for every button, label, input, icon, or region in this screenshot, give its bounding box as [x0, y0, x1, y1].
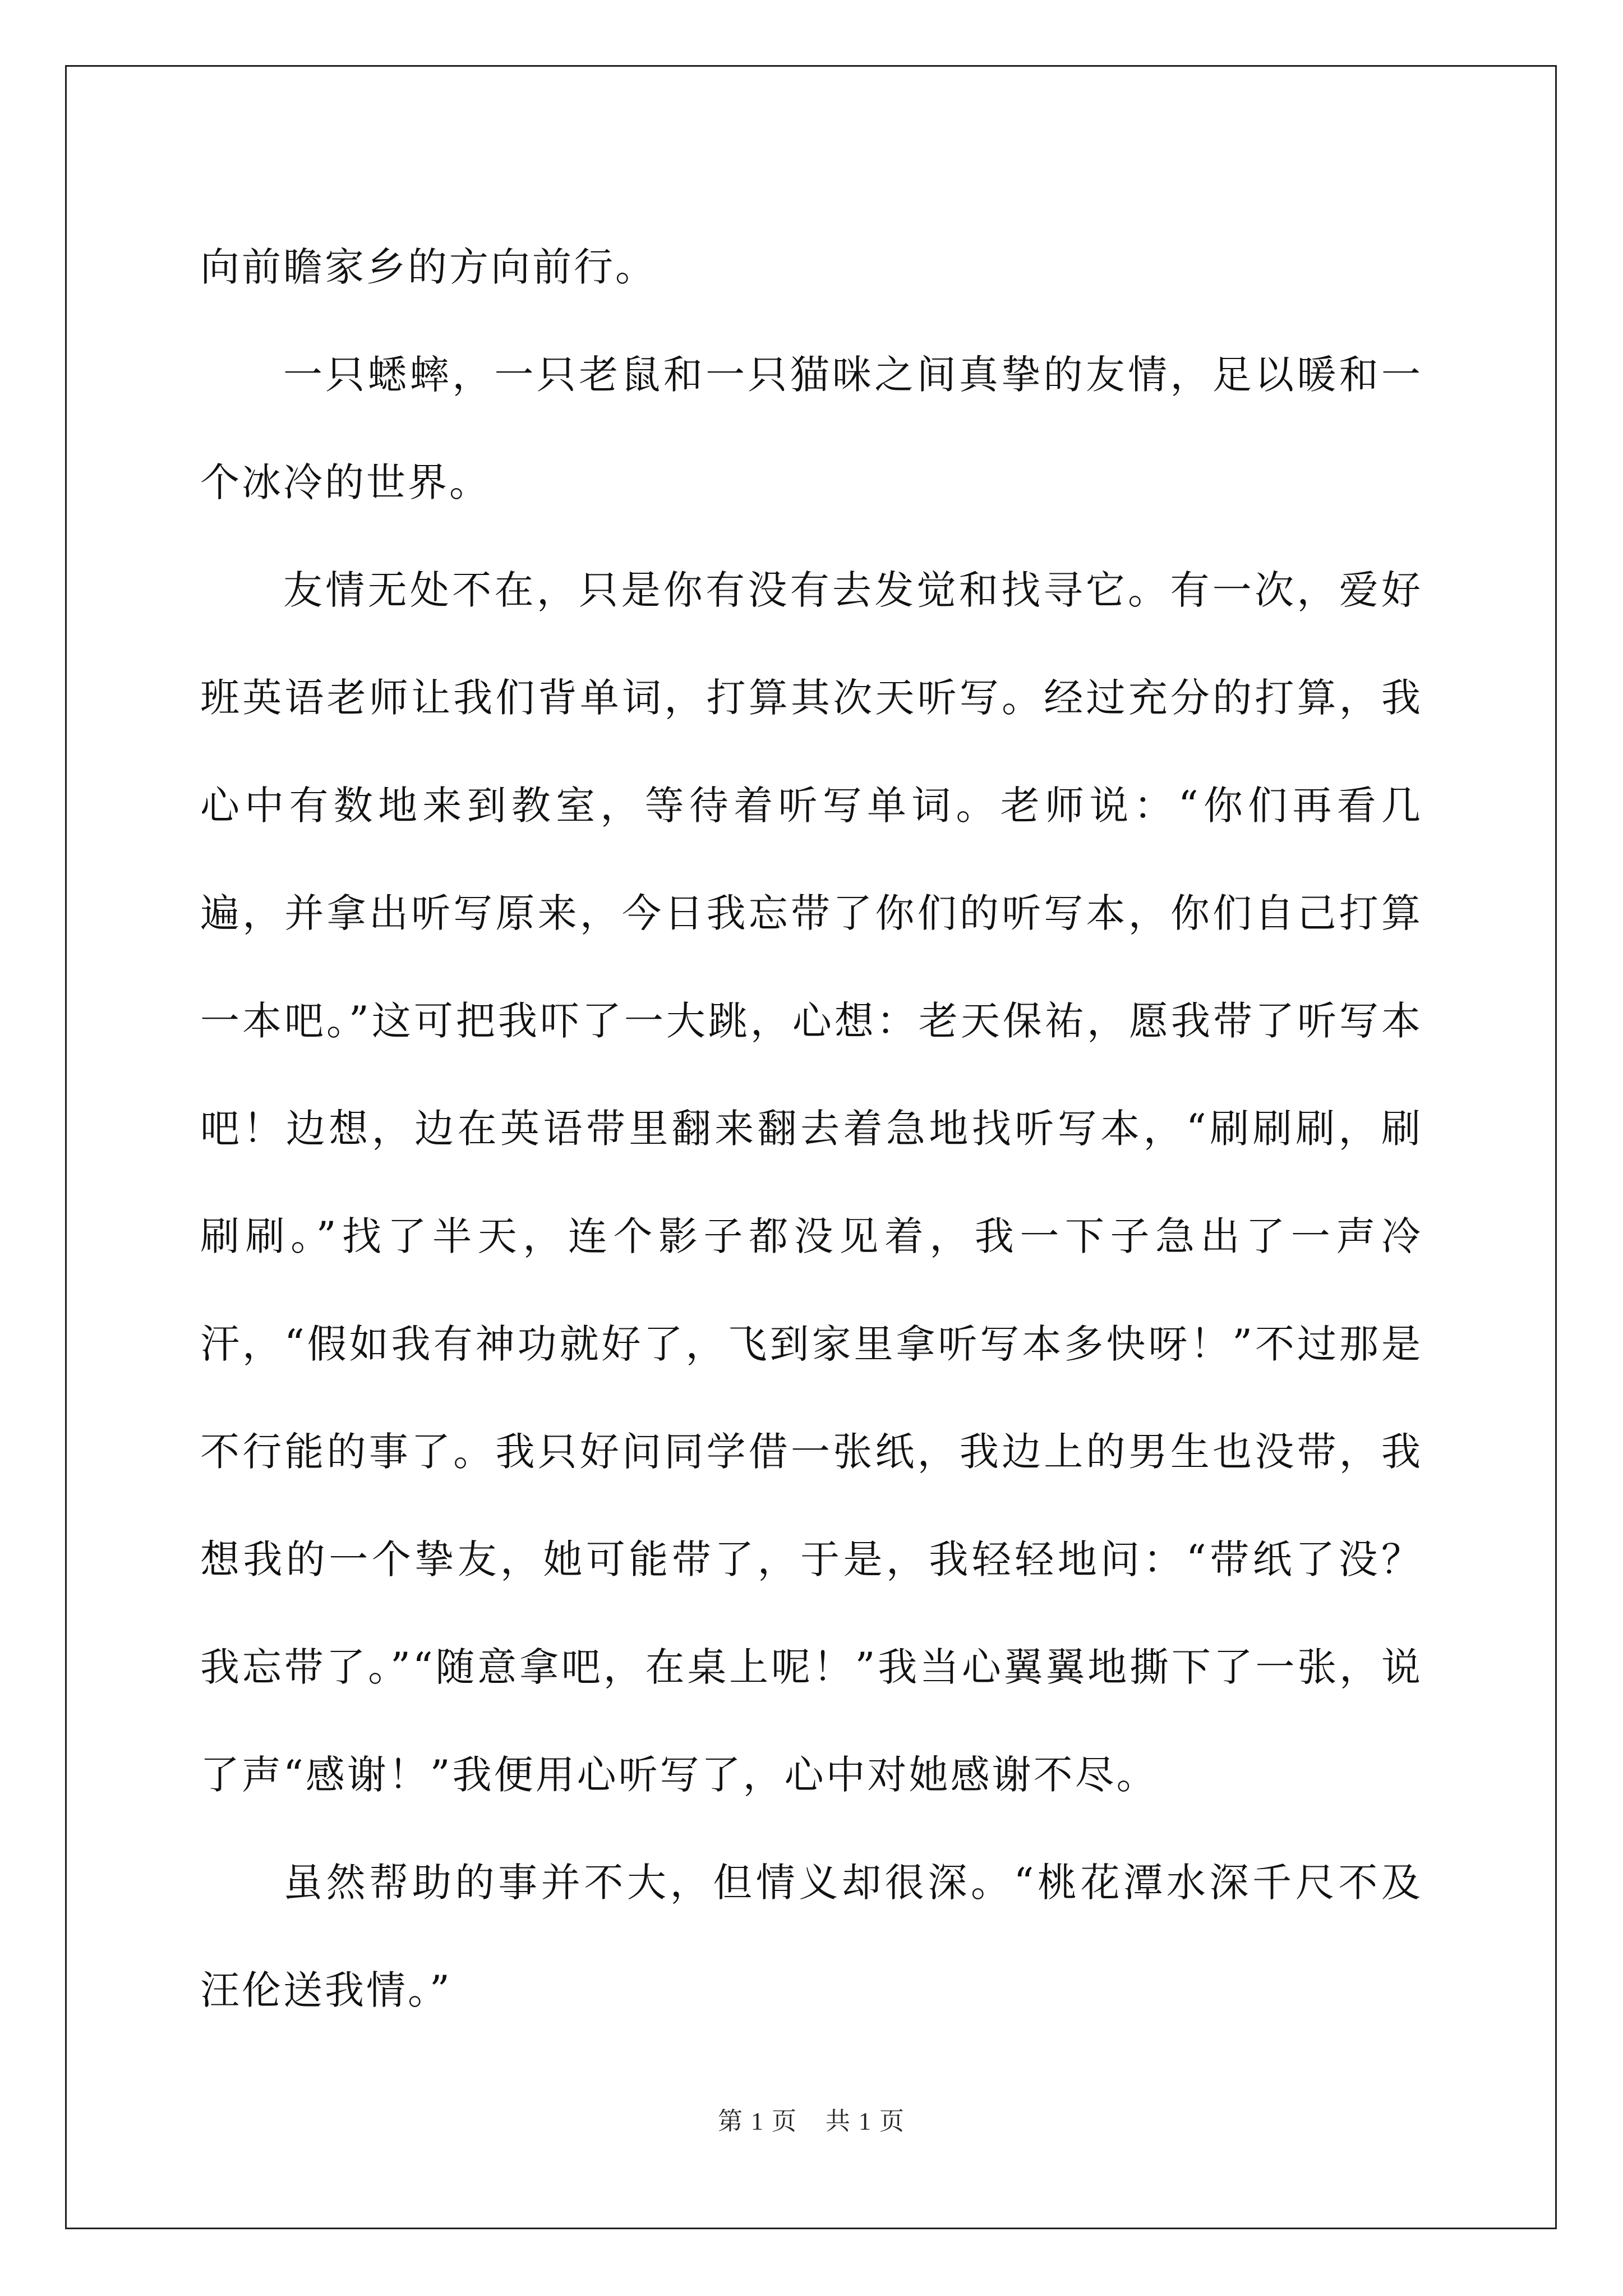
document-body — [200, 213, 1423, 2044]
paragraph-continuation: 向前瞻家乡的方向前行。 — [200, 244, 657, 290]
paragraph-friendship-story: 友情无处不在，只是你有没有去发觉和找寻它。有一次，爱好班英语老师让我们背单词，打算其次天听写。经过充分的打算，我心中有数地来到教室，等待着听写单词。老师说：“你们再看几遍，并拿出听写原来，今日我忘带了你们的听写本，你们自己打算一本吧。”这可把我吓了一大跳，心想：老天保祐，愿我带了听写本吧！边想，边在英语带里翻来翻去着急地找听写本，“刷刷刷，刷刷刷。”找了半天，连个影子都没见着，我一下子急出了一声冷汗，“假如我有神功就好了，飞到家里拿听写本多快呀！”不过那是不行能的事了。我只好问同学借一张纸，我边上的男生也没带，我想我的一个挚友，她可能带了，于是，我轻轻地问：“带纸了没？我忘带了。”“随意拿吧，在桌上呢！”我当心翼翼地撕下了一张，说了声“感谢！”我便用心听写了，心中对她感谢不尽。 — [200, 567, 1423, 1798]
paragraph-conclusion: 虽然帮助的事并不大，但情义却很深。“桃花潭水深千尺不及汪伦送我情。” — [200, 1860, 1423, 2013]
page-number-total: 共 1 页 — [826, 2108, 905, 2135]
page-number-current: 第 1 页 — [718, 2108, 797, 2135]
page-footer — [0, 2101, 1623, 2137]
paragraph-cricket-mouse-cat: 一只蟋蟀，一只老鼠和一只猫咪之间真挚的友情，足以暖和一个冰冷的世界。 — [200, 352, 1423, 505]
